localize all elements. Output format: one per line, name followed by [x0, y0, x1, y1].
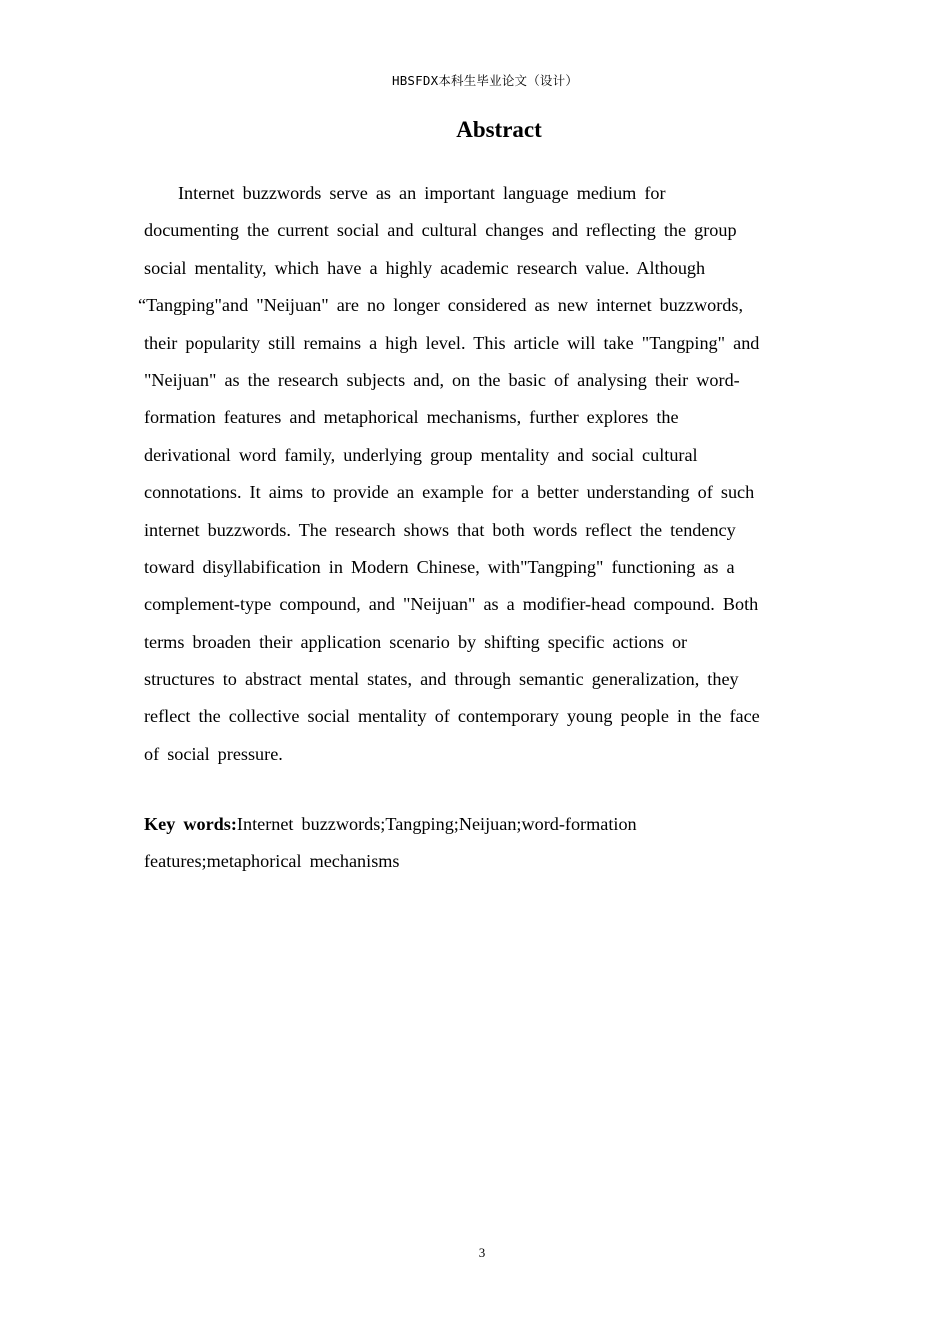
- abstract-line: social mentality, which have a highly academic research value. Although: [144, 257, 706, 278]
- abstract-title: Abstract: [456, 117, 542, 142]
- abstract-line: reflect the collective social mentality of contemporary young people in the face: [144, 706, 760, 727]
- abstract-line: derivational word family, underlying group mentality and social cultural: [144, 444, 698, 465]
- abstract-line: structures to abstract mental states, and through semantic generalization, they: [144, 669, 739, 690]
- abstract-line: "Neijuan" as the research subjects and, on the basic of analysing their word-: [144, 369, 740, 390]
- abstract-line: their popularity still remains a high level. This article will take "Tangping" and: [144, 332, 760, 353]
- keywords-section: [144, 806, 824, 880]
- keywords-line: [144, 806, 824, 843]
- abstract-line: terms broaden their application scenario by shifting specific actions or: [144, 631, 688, 652]
- page-header: HBSFDX本科生毕业论文（设计）: [391, 73, 579, 88]
- abstract-line: documenting the current social and cultural changes and reflecting the group: [144, 220, 737, 241]
- abstract-line: of social pressure.: [144, 743, 283, 764]
- keywords-text: Internet buzzwords;Tangping;Neijuan;word-formation: [236, 814, 637, 834]
- abstract-line: connotations. It aims to provide an example for a better understanding of such: [144, 482, 755, 503]
- abstract-line: toward disyllabification in Modern Chinese, with"Tangping" functioning as a: [144, 556, 735, 577]
- keywords-label: Key words:: [144, 814, 237, 834]
- keywords-line: features;metaphorical mechanisms: [144, 851, 400, 871]
- abstract-line: “Tangping"and "Neijuan" are no longer considered as new internet buzzwords,: [138, 295, 744, 316]
- abstract-body: [138, 175, 824, 773]
- abstract-line: internet buzzwords. The research shows that both words reflect the tendency: [144, 519, 736, 540]
- abstract-line: formation features and metaphorical mechanisms, further explores the: [144, 407, 679, 428]
- page-number: 3: [478, 1245, 486, 1260]
- abstract-line: complement-type compound, and "Neijuan" as a modifier-head compound. Both: [144, 594, 759, 615]
- abstract-line: Internet buzzwords serve as an important language medium for: [178, 183, 666, 203]
